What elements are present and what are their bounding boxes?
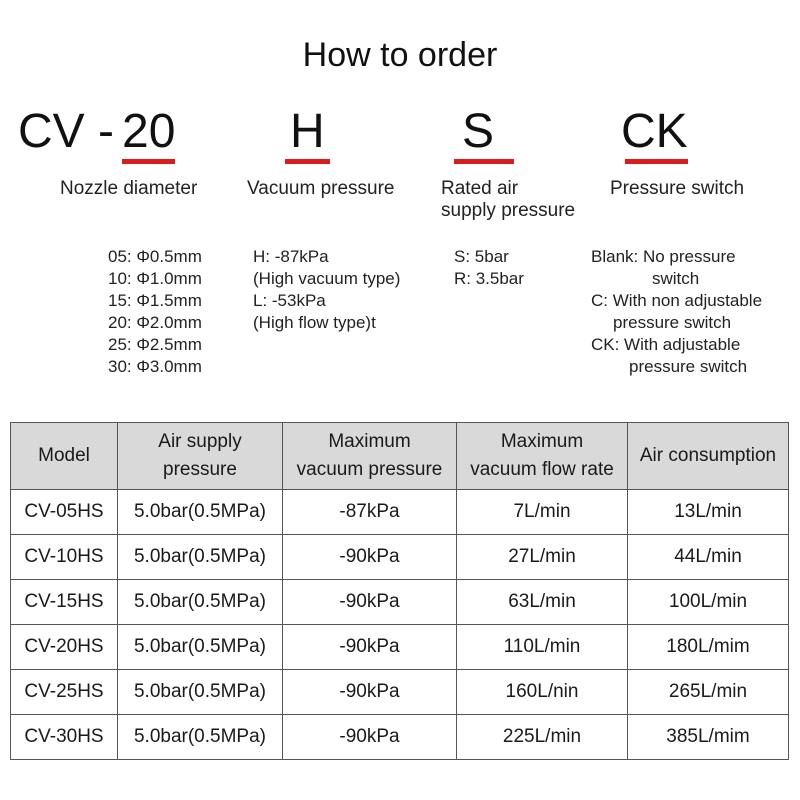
header-air-supply-pressure: Air supply pressure <box>118 423 283 490</box>
cell-air-supply: 5.0bar(0.5MPa) <box>118 715 283 760</box>
cell-air-consumption: 385L/mim <box>628 715 789 760</box>
page-title: How to order <box>302 36 498 74</box>
option-item: 05: Φ0.5mm <box>108 247 202 266</box>
cell-air-supply: 5.0bar(0.5MPa) <box>118 535 283 580</box>
code-segment-switch-text: CK <box>621 105 688 158</box>
nozzle-options <box>108 246 202 378</box>
code-segment-supply <box>458 104 498 160</box>
option-item: CK: With adjustable <box>591 335 741 354</box>
cell-air-supply: 5.0bar(0.5MPa) <box>118 670 283 715</box>
option-item: 25: Φ2.5mm <box>108 335 202 354</box>
option-item: (High vacuum type) <box>253 269 401 288</box>
cell-vacuum-pressure: -90kPa <box>283 715 457 760</box>
code-segment-supply-text: S <box>462 105 495 158</box>
cell-vacuum-pressure: -90kPa <box>283 670 457 715</box>
label-pressure-switch: Pressure switch <box>610 178 745 199</box>
code-segment-vacuum <box>288 104 327 160</box>
code-segment-switch <box>621 104 688 160</box>
cell-vacuum-pressure: -90kPa <box>283 580 457 625</box>
table-row <box>11 715 789 760</box>
underline-nozzle <box>122 159 175 164</box>
option-item: L: -53kPa <box>253 291 326 310</box>
cell-vacuum-pressure: -90kPa <box>283 535 457 580</box>
cell-air-consumption: 180L/mim <box>628 625 789 670</box>
option-item: 10: Φ1.0mm <box>108 269 202 288</box>
vacuum-options <box>253 246 400 334</box>
cell-model: CV-10HS <box>11 535 118 580</box>
cell-flow-rate: 160L/nin <box>457 670 628 715</box>
code-segment-nozzle-text: 20 <box>122 105 176 158</box>
label-vacuum-pressure: Vacuum pressure <box>247 178 395 199</box>
cell-air-consumption: 44L/min <box>628 535 789 580</box>
table-row <box>11 670 789 715</box>
cell-model: CV-30HS <box>11 715 118 760</box>
header-air-consumption: Air consumption <box>628 423 789 490</box>
option-item: C: With non adjustable <box>591 291 763 310</box>
header-max-vacuum-flow-rate: Maximum vacuum flow rate <box>457 423 628 490</box>
cell-air-supply: 5.0bar(0.5MPa) <box>118 625 283 670</box>
cell-air-supply: 5.0bar(0.5MPa) <box>118 580 283 625</box>
cell-flow-rate: 63L/min <box>457 580 628 625</box>
option-item: 20: Φ2.0mm <box>108 313 202 332</box>
option-item: R: 3.5bar <box>454 269 524 288</box>
switch-options <box>591 246 762 378</box>
table-row <box>11 580 789 625</box>
option-item: Blank: No pressure <box>591 247 736 266</box>
code-segment-vacuum-text: H <box>290 105 325 158</box>
table-row <box>11 625 789 670</box>
underline-switch <box>625 159 688 164</box>
option-item: pressure switch <box>613 313 732 332</box>
cell-model: CV-25HS <box>11 670 118 715</box>
cell-air-consumption: 13L/min <box>628 490 789 535</box>
underline-supply <box>454 159 514 164</box>
cell-air-supply: 5.0bar(0.5MPa) <box>118 490 283 535</box>
cell-vacuum-pressure: -87kPa <box>283 490 457 535</box>
model-code-prefix: CV - <box>18 105 114 158</box>
header-max-vacuum-pressure: Maximum vacuum pressure <box>283 423 457 490</box>
cell-flow-rate: 7L/min <box>457 490 628 535</box>
cell-air-consumption: 265L/min <box>628 670 789 715</box>
option-item: (High flow type)t <box>253 313 376 332</box>
table-header-row <box>11 423 789 490</box>
cell-model: CV-20HS <box>11 625 118 670</box>
label-rated-line-1: Rated air <box>441 178 519 199</box>
option-item: H: -87kPa <box>253 247 329 266</box>
label-rated-line-2: supply pressure <box>441 200 576 221</box>
option-item: S: 5bar <box>454 247 509 266</box>
cell-air-consumption: 100L/min <box>628 580 789 625</box>
code-segment-nozzle <box>122 104 175 160</box>
header-model: Model <box>11 423 118 490</box>
cell-flow-rate: 110L/min <box>457 625 628 670</box>
label-rated-air-supply <box>441 178 575 222</box>
option-item: 15: Φ1.5mm <box>108 291 202 310</box>
spec-table <box>10 422 789 760</box>
table-row <box>11 490 789 535</box>
supply-options <box>454 246 524 290</box>
cell-vacuum-pressure: -90kPa <box>283 625 457 670</box>
cell-flow-rate: 27L/min <box>457 535 628 580</box>
option-item: pressure switch <box>629 357 748 376</box>
underline-vacuum <box>285 159 330 164</box>
cell-model: CV-15HS <box>11 580 118 625</box>
label-nozzle-diameter: Nozzle diameter <box>60 178 198 199</box>
cell-model: CV-05HS <box>11 490 118 535</box>
option-item: 30: Φ3.0mm <box>108 357 202 376</box>
option-item: switch <box>652 269 700 288</box>
cell-flow-rate: 225L/min <box>457 715 628 760</box>
table-row <box>11 535 789 580</box>
